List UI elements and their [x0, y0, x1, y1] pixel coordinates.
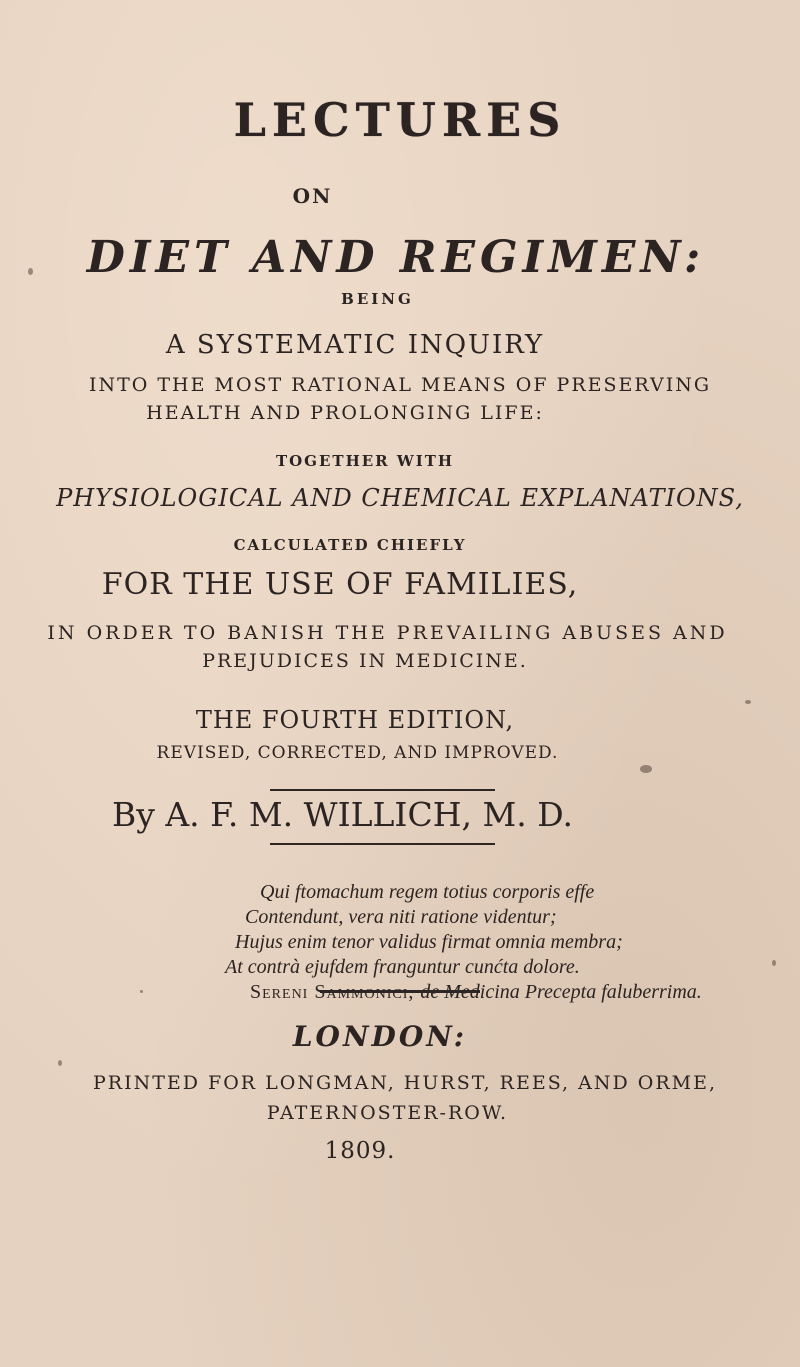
paper-speck [640, 765, 652, 773]
subject-title: DIET AND REGIMEN: [86, 232, 706, 283]
author-line: By A. F. M. WILLICH, M. D. [111, 795, 574, 834]
paper-speck [772, 960, 776, 966]
main-title: LECTURES [233, 93, 567, 147]
revised-line: REVISED, CORRECTED, AND IMPROVED. [156, 743, 559, 763]
epigraph-source-work: de Medicina Precepta faluberrima. [420, 981, 702, 1003]
epigraph-line: At contrà ejufdem franguntur cunćta dolore. [225, 956, 580, 978]
inquiry-line-2: HEALTH AND PROLONGING LIFE: [146, 402, 544, 424]
imprint-city: LONDON: [292, 1020, 468, 1053]
divider-rule [270, 843, 495, 845]
epigraph-line: Hujus enim tenor validus firmat omnia membra; [235, 931, 623, 953]
epigraph-line: Qui ftomachum regem totius corporis effe [260, 881, 595, 903]
divider-rule [320, 990, 480, 993]
subtitle: A SYSTEMATIC INQUIRY [165, 330, 545, 360]
order-line-2: PREJUDICES IN MEDICINE. [202, 650, 528, 672]
paper-speck [28, 268, 33, 275]
divider-rule [270, 789, 495, 791]
paper-speck [58, 1060, 62, 1066]
paper-speck [140, 990, 143, 993]
explanations-line: PHYSIOLOGICAL AND CHEMICAL EXPLANATIONS, [56, 484, 744, 512]
order-line-1: IN ORDER TO BANISH THE PREVAILING ABUSES AND [47, 622, 728, 644]
edition-line: THE FOURTH EDITION, [195, 706, 515, 734]
imprint-printer-line: PRINTED FOR LONGMAN, HURST, REES, AND ORME, [93, 1072, 717, 1094]
being-label: BEING [341, 290, 414, 308]
title-on: ON [292, 184, 333, 208]
epigraph [225, 880, 780, 1005]
inquiry-line-1: INTO THE MOST RATIONAL MEANS OF PRESERVING [88, 374, 712, 396]
epigraph-line: Contendunt, vera niti ratione videntur; [245, 906, 557, 928]
imprint-year: 1809. [324, 1138, 396, 1164]
together-with-label: TOGETHER WITH [275, 452, 455, 470]
imprint-address-line: PATERNOSTER-ROW. [266, 1102, 509, 1124]
families-line: FOR THE USE OF FAMILIES, [101, 567, 579, 602]
epigraph-source-name: Sereni Sammonici, [250, 981, 415, 1003]
paper-speck [745, 700, 751, 704]
calculated-label: CALCULATED CHIEFLY [233, 536, 467, 554]
